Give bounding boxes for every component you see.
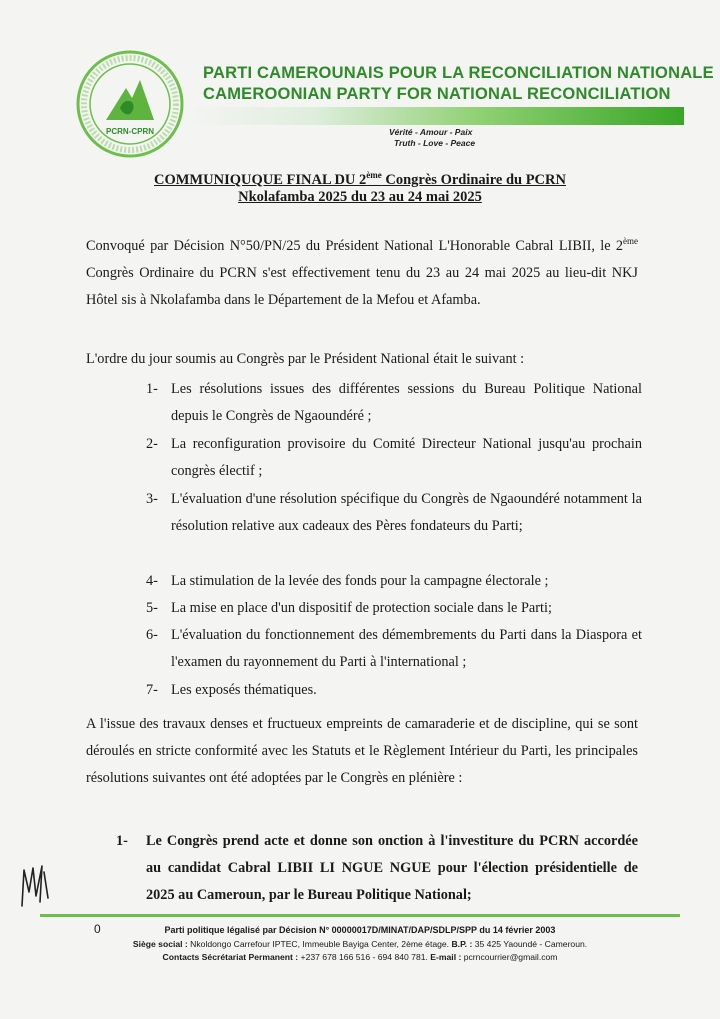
intro-paragraph [86,228,638,314]
footer-legal: Parti politique légalisé par Décision N° 00000017D/MINAT/DAP/SDLP/SPP du 14 février 2003 [164,925,556,935]
footer-contacts: Contacts Sécrétariat Permanent : +237 678 166 516 - 694 840 781. E-mail : pcrncourrier@gmail.com [162,952,558,962]
agenda-item: 5- La mise en place d'un dispositif de protection sociale dans le Parti; [146,600,552,616]
intro-part2: Congrès Ordinaire du PCRN s'est effectivement tenu du 23 au 24 mai 2025 au lieu-dit NKJ Hôtel sis à Nkolafamba dans le Département de la Mefou et Afamba. [86,264,638,308]
title-sup: ème [366,170,382,180]
agenda-item: 1- Les résolutions issues des différentes sessions du Bureau Politique National depuis le Congrès de Ngaoundéré ; [146,381,642,424]
header-green-band [190,107,684,125]
title-part1: COMMUNIQUQUE FINAL DU 2 [154,171,367,188]
handwritten-initials [18,858,52,910]
agenda-item: 6- L'évaluation du fonctionnement des démembrements du Parti dans la Diaspora et l'examen du rayonnement du Parti à l'international ; [146,627,642,670]
party-logo [76,50,184,158]
resolution-text: Le Congrès prend acte et donne son onction à l'investiture du PCRN accordée au candidat Cabral LIBII LI NGUE NGUE pour l'élection présidentielle de 2025 au Cameroun, par le Bureau Politique National; [146,833,638,903]
footer-rule [40,914,680,917]
intro-sup: ème [623,236,638,246]
footer-address: Siège social : Nkoldongo Carrefour IPTEC, Immeuble Bayiga Center, 2ème étage. B.P. : 35 425 Yaoundé - Cameroun. [132,939,588,949]
title-part2: Congrès Ordinaire du PCRN [381,171,566,188]
resolutions-intro: A l'issue des travaux denses et fructueux empreints de camaraderie et de discipline, qui se sont déroulés en stricte conformité avec les Statuts et le Règlement Intérieur du Parti, les principales résolutions suivantes ont été adoptées par le Congrès en plénière : [86,716,638,786]
document-title-line2: Nkolafamba 2025 du 23 au 24 mai 2025 [238,189,482,205]
agenda-item: 4- La stimulation de la levée des fonds pour la campagne électorale ; [146,573,549,589]
resolution-item [116,828,638,909]
intro-part1: Convoqué par Décision N°50/PN/25 du Président National L'Honorable Cabral LIBII, le 2 [86,237,623,254]
slogan-fr: Vérité - Amour - Paix [389,127,473,137]
agenda-item: 2- La reconfiguration provisoire du Comité Directeur National jusqu'au prochain congrès électif ; [146,436,642,479]
agenda-item: 3- L'évaluation d'une résolution spécifique du Congrès de Ngaoundéré notamment la résolution relative aux cadeaux des Pères fondateurs du Parti; [146,491,642,534]
party-name-fr: PARTI CAMEROUNAIS POUR LA RECONCILIATION NATIONALE [203,64,714,82]
page-number: 0 [94,922,101,936]
agenda-item: 7- Les exposés thématiques. [146,682,317,698]
party-name-en: CAMEROONIAN PARTY FOR NATIONAL RECONCILIATION [203,85,671,103]
slogan-en: Truth - Love - Peace [394,138,476,148]
resolution-number: 1- [116,833,128,849]
logo-text: PCRN-CPRN [106,127,154,136]
agenda-intro: L'ordre du jour soumis au Congrès par le Président National était le suivant : [86,351,525,367]
document-title-line1 [0,170,720,189]
